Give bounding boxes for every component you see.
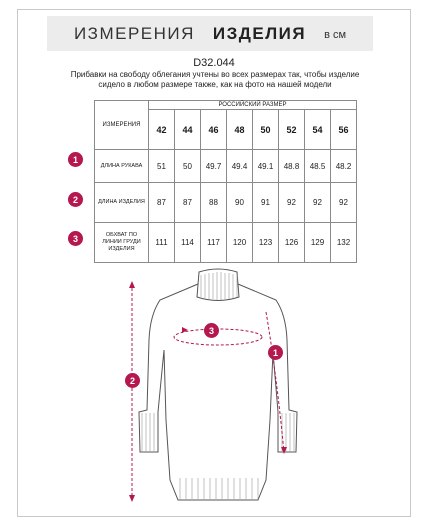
table-cell: 92 [305,183,331,223]
size-header: 42 [149,110,175,150]
table-cell: 49.7 [201,150,227,183]
table-cell: 49.1 [253,150,279,183]
measurements-header: ИЗМЕРЕНИЯ [95,101,149,150]
size-header: 52 [279,110,305,150]
table-cell: 88 [201,183,227,223]
length-arrow-bottom [129,495,135,502]
table-cell: 117 [201,223,227,263]
size-header: 54 [305,110,331,150]
table-cell: 49.4 [227,150,253,183]
fit-note: Прибавки на свободу облегания учтены во всех размерах так, чтобы изделие сидело в любом размере также, как на фото на нашей модели [70,70,360,89]
table-cell: 92 [279,183,305,223]
row-badge-2: 2 [68,192,83,207]
size-header: 44 [175,110,201,150]
model-code: D32.044 [193,57,235,69]
table-cell: 48.8 [279,150,305,183]
table-cell: 92 [331,183,357,223]
size-header: 48 [227,110,253,150]
table-cell: 126 [279,223,305,263]
sketch-badge-3: 3 [204,323,219,338]
row-label-chest-girth: ОБХВАТ ПО ЛИНИИ ГРУДИ ИЗДЕЛИЯ [95,223,149,263]
size-header: 50 [253,110,279,150]
table-cell: 90 [227,183,253,223]
size-header: 46 [201,110,227,150]
title-unit: в см [324,29,347,41]
row-label-garment-length: ДЛИНА ИЗДЕЛИЯ [95,183,149,223]
table-cell: 132 [331,223,357,263]
table-cell: 50 [175,150,201,183]
title-bold: ИЗДЕЛИЯ [212,23,307,43]
table-cell: 111 [149,223,175,263]
row-badge-1: 1 [68,152,83,167]
table-cell: 123 [253,223,279,263]
row-label-sleeve-length: ДЛИНА РУКАВА [95,150,149,183]
table-cell: 51 [149,150,175,183]
row-badge-3: 3 [68,231,83,246]
table-cell: 91 [253,183,279,223]
sketch-badge-2: 2 [125,373,140,388]
length-arrow-top [129,281,135,288]
title-light: ИЗМЕРЕНИЯ [73,23,195,43]
table-cell: 87 [175,183,201,223]
table-cell: 129 [305,223,331,263]
sketch-badge-1: 1 [268,345,283,360]
table-cell: 120 [227,223,253,263]
table-cell: 48.2 [331,150,357,183]
table-cell: 114 [175,223,201,263]
dress-outline [139,284,297,500]
table-cell: 48.5 [305,150,331,183]
table-cell: 87 [149,183,175,223]
size-group-header: РОССИЙСКИЙ РАЗМЕР [149,101,357,110]
size-header: 56 [331,110,357,150]
